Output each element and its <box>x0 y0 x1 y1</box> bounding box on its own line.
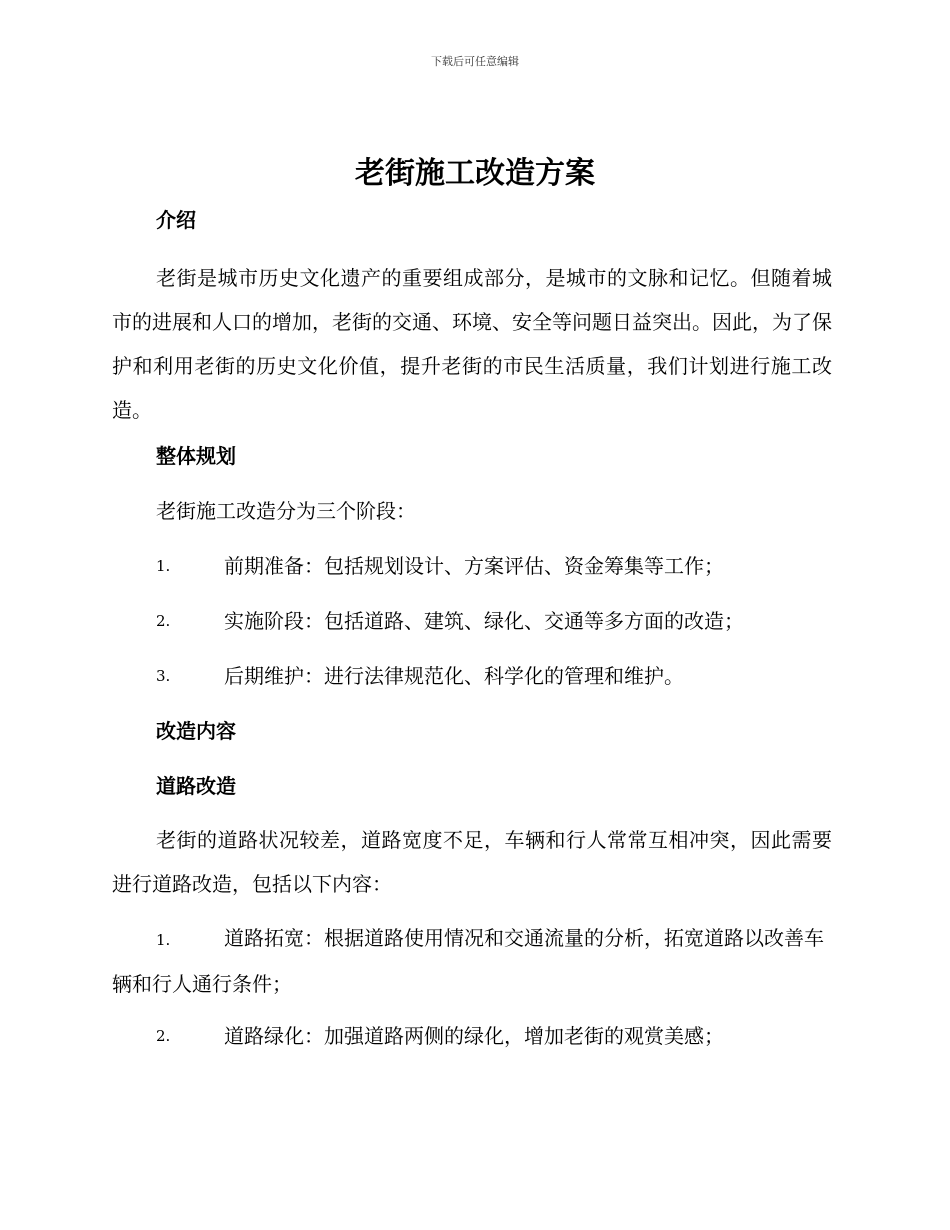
list-item <box>112 916 832 1006</box>
list-item-text: 道路拓宽：根据道路使用情况和交通流量的分析，拓宽道路以改善车辆和行人通行条件； <box>112 926 824 996</box>
list-item-number: 2. <box>156 612 171 630</box>
list-item-number: 3. <box>156 667 171 685</box>
list-item-text: 实施阶段：包括道路、建筑、绿化、交通等多方面的改造； <box>224 609 744 633</box>
list-item-text: 前期准备：包括规划设计、方案评估、资金筹集等工作； <box>224 554 724 578</box>
list-item-text: 道路绿化：加强道路两侧的绿化，增加老街的观赏美感； <box>224 1024 724 1048</box>
subsection-heading-road: 道路改造 <box>156 774 236 798</box>
list-item-text: 后期维护：进行法律规范化、科学化的管理和维护。 <box>224 664 684 688</box>
plan-lead-text: 老街施工改造分为三个阶段： <box>156 499 416 523</box>
list-item-number: 1. <box>156 931 171 949</box>
list-item-number: 2. <box>156 1027 171 1045</box>
intro-paragraph: 老街是城市历史文化遗产的重要组成部分，是城市的文脉和记忆。但随着城市的进展和人口的增加，老街的交通、环境、安全等问题日益突出。因此，为了保护和利用老街的历史文化价值，提升老街的市民生活质量，我们计划进行施工改造。 <box>112 266 832 422</box>
page-header-note: 下载后可任意编辑 <box>431 55 519 68</box>
section-heading-intro: 介绍 <box>156 208 196 232</box>
section-heading-plan: 整体规划 <box>156 444 236 468</box>
road-paragraph: 老街的道路状况较差，道路宽度不足，车辆和行人常常互相冲突，因此需要进行道路改造，包括以下内容： <box>112 828 832 896</box>
list-item-number: 1. <box>156 557 171 575</box>
section-heading-content: 改造内容 <box>156 719 236 743</box>
document-title: 老街施工改造方案 <box>355 156 595 191</box>
